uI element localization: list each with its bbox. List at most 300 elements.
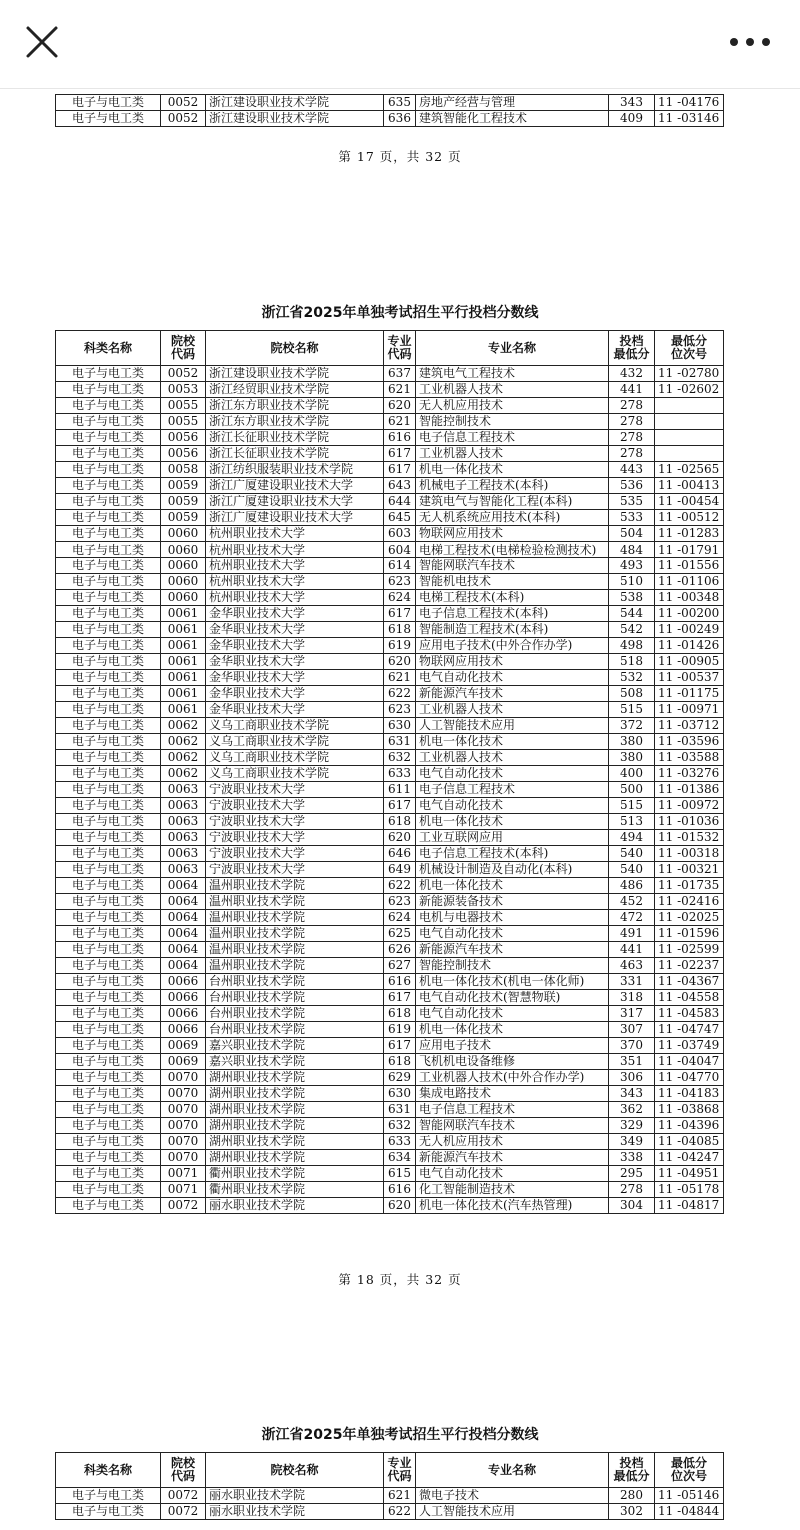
cell-category: 电子与电工类 <box>56 1118 161 1134</box>
cell-min-score: 370 <box>609 1038 655 1054</box>
cell-min-rank <box>655 430 724 446</box>
cell-category: 电子与电工类 <box>56 111 161 127</box>
cell-school-name: 金华职业技术大学 <box>206 670 384 686</box>
cell-category: 电子与电工类 <box>56 510 161 526</box>
cell-major-name: 电气自动化技术 <box>416 926 609 942</box>
cell-category: 电子与电工类 <box>56 430 161 446</box>
cell-min-score: 278 <box>609 414 655 430</box>
cell-category: 电子与电工类 <box>56 702 161 718</box>
cell-category: 电子与电工类 <box>56 654 161 670</box>
cell-min-score: 278 <box>609 430 655 446</box>
cell-school-code: 0063 <box>161 814 206 830</box>
cell-min-score: 535 <box>609 494 655 510</box>
cell-school-name: 衢州职业技术学院 <box>206 1182 384 1198</box>
cell-major-code: 632 <box>384 750 416 766</box>
page-title-18: 浙江省2025年单独考试招生平行投档分数线 <box>261 305 539 321</box>
cell-school-name: 丽水职业技术学院 <box>206 1504 384 1520</box>
cell-min-rank: 11 -00905 <box>655 654 724 670</box>
cell-major-code: 622 <box>384 878 416 894</box>
cell-major-name: 物联网应用技术 <box>416 654 609 670</box>
column-header-min-rank: 最低分 位次号 <box>655 331 724 366</box>
cell-school-name: 湖州职业技术学院 <box>206 1134 384 1150</box>
cell-major-name: 工业互联网应用 <box>416 830 609 846</box>
cell-major-name: 机械设计制造及自动化(本科) <box>416 862 609 878</box>
cell-category: 电子与电工类 <box>56 750 161 766</box>
table-row <box>56 1006 724 1022</box>
cell-school-name: 湖州职业技术学院 <box>206 1150 384 1166</box>
cell-min-rank: 11 -01283 <box>655 526 724 542</box>
cell-school-name: 嘉兴职业技术学院 <box>206 1038 384 1054</box>
table-row <box>56 766 724 782</box>
cell-school-code: 0063 <box>161 862 206 878</box>
table-row <box>56 1198 724 1214</box>
table-row <box>56 750 724 766</box>
column-header-major-code: 专业 代码 <box>384 331 416 366</box>
cell-min-rank <box>655 398 724 414</box>
cell-min-rank: 11 -05146 <box>655 1488 724 1504</box>
cell-min-rank: 11 -01532 <box>655 830 724 846</box>
cell-category: 电子与电工类 <box>56 1006 161 1022</box>
cell-major-code: 636 <box>384 111 416 127</box>
cell-school-code: 0063 <box>161 798 206 814</box>
cell-category: 电子与电工类 <box>56 942 161 958</box>
cell-min-score: 532 <box>609 670 655 686</box>
table-row <box>56 1054 724 1070</box>
cell-major-code: 646 <box>384 846 416 862</box>
cell-major-code: 623 <box>384 894 416 910</box>
cell-major-code: 625 <box>384 926 416 942</box>
table-row <box>56 574 724 590</box>
cell-school-code: 0064 <box>161 894 206 910</box>
cell-min-score: 432 <box>609 366 655 382</box>
cell-category: 电子与电工类 <box>56 462 161 478</box>
cell-school-code: 0062 <box>161 718 206 734</box>
cell-min-rank: 11 -04367 <box>655 974 724 990</box>
cell-school-name: 浙江长征职业技术学院 <box>206 430 384 446</box>
cell-category: 电子与电工类 <box>56 1134 161 1150</box>
cell-category: 电子与电工类 <box>56 382 161 398</box>
cell-school-name: 台州职业技术学院 <box>206 974 384 990</box>
cell-min-score: 493 <box>609 558 655 574</box>
table-row <box>56 894 724 910</box>
cell-school-code: 0064 <box>161 878 206 894</box>
cell-min-rank: 11 -00971 <box>655 702 724 718</box>
cell-major-name: 智能网联汽车技术 <box>416 1118 609 1134</box>
cell-min-rank: 11 -01556 <box>655 558 724 574</box>
cell-school-name: 义乌工商职业技术学院 <box>206 750 384 766</box>
cell-min-score: 463 <box>609 958 655 974</box>
table-row <box>56 1022 724 1038</box>
cell-school-code: 0070 <box>161 1086 206 1102</box>
cell-min-rank: 11 -04558 <box>655 990 724 1006</box>
cell-major-name: 机电一体化技术 <box>416 814 609 830</box>
cell-major-code: 623 <box>384 574 416 590</box>
cell-min-score: 380 <box>609 734 655 750</box>
cell-major-code: 626 <box>384 942 416 958</box>
cell-category: 电子与电工类 <box>56 478 161 494</box>
cell-category: 电子与电工类 <box>56 798 161 814</box>
cell-major-name: 机电一体化技术(汽车热管理) <box>416 1198 609 1214</box>
cell-min-rank: 11 -05178 <box>655 1182 724 1198</box>
cell-category: 电子与电工类 <box>56 1166 161 1182</box>
cell-school-name: 义乌工商职业技术学院 <box>206 734 384 750</box>
cell-major-code: 645 <box>384 510 416 526</box>
cell-min-score: 500 <box>609 782 655 798</box>
cell-major-name: 无人机应用技术 <box>416 398 609 414</box>
table-row <box>56 1070 724 1086</box>
table-row <box>56 366 724 382</box>
cell-school-name: 金华职业技术大学 <box>206 686 384 702</box>
cell-major-name: 机电一体化技术(机电一体化师) <box>416 974 609 990</box>
cell-school-code: 0052 <box>161 366 206 382</box>
cell-school-code: 0061 <box>161 702 206 718</box>
cell-school-name: 嘉兴职业技术学院 <box>206 1054 384 1070</box>
cell-major-code: 629 <box>384 1070 416 1086</box>
column-header-min-score: 投档 最低分 <box>609 1453 655 1488</box>
table-row <box>56 878 724 894</box>
cell-category: 电子与电工类 <box>56 1086 161 1102</box>
table-row <box>56 846 724 862</box>
table-row <box>56 1182 724 1198</box>
cell-min-score: 508 <box>609 686 655 702</box>
cell-major-code: 615 <box>384 1166 416 1182</box>
cell-major-name: 电子信息工程技术 <box>416 782 609 798</box>
cell-school-code: 0059 <box>161 494 206 510</box>
cell-major-name: 应用电子技术 <box>416 1038 609 1054</box>
cell-category: 电子与电工类 <box>56 782 161 798</box>
cell-category: 电子与电工类 <box>56 1504 161 1520</box>
cell-min-rank: 11 -04247 <box>655 1150 724 1166</box>
cell-school-code: 0070 <box>161 1150 206 1166</box>
cell-category: 电子与电工类 <box>56 910 161 926</box>
cell-min-rank: 11 -04747 <box>655 1022 724 1038</box>
cell-min-rank: 11 -03588 <box>655 750 724 766</box>
cell-school-name: 宁波职业技术大学 <box>206 782 384 798</box>
cell-min-score: 351 <box>609 1054 655 1070</box>
cell-major-name: 机电一体化技术 <box>416 462 609 478</box>
cell-major-code: 649 <box>384 862 416 878</box>
cell-major-code: 617 <box>384 990 416 1006</box>
cell-min-score: 441 <box>609 942 655 958</box>
cell-school-name: 台州职业技术学院 <box>206 1006 384 1022</box>
cell-category: 电子与电工类 <box>56 686 161 702</box>
table-row <box>56 686 724 702</box>
cell-min-rank: 11 -01036 <box>655 814 724 830</box>
score-table-page-17 <box>55 94 724 127</box>
cell-major-code: 616 <box>384 430 416 446</box>
cell-min-score: 536 <box>609 478 655 494</box>
cell-major-code: 618 <box>384 1006 416 1022</box>
score-table-page-19 <box>55 1452 724 1520</box>
cell-school-name: 温州职业技术学院 <box>206 878 384 894</box>
cell-major-code: 637 <box>384 366 416 382</box>
cell-min-rank: 11 -03146 <box>655 111 724 127</box>
cell-min-rank: 11 -03276 <box>655 766 724 782</box>
cell-min-score: 278 <box>609 1182 655 1198</box>
cell-major-name: 电气自动化技术 <box>416 798 609 814</box>
cell-major-name: 新能源汽车技术 <box>416 1150 609 1166</box>
cell-min-rank: 11 -04844 <box>655 1504 724 1520</box>
cell-min-score: 510 <box>609 574 655 590</box>
cell-school-name: 湖州职业技术学院 <box>206 1070 384 1086</box>
table-row <box>56 462 724 478</box>
column-header-school-code: 院校 代码 <box>161 331 206 366</box>
cell-school-code: 0071 <box>161 1182 206 1198</box>
cell-school-name: 丽水职业技术学院 <box>206 1488 384 1504</box>
cell-major-name: 机电一体化技术 <box>416 878 609 894</box>
table-row <box>56 1038 724 1054</box>
column-header-school-name: 院校名称 <box>206 331 384 366</box>
cell-min-score: 486 <box>609 878 655 894</box>
cell-major-name: 电机与电器技术 <box>416 910 609 926</box>
cell-school-name: 宁波职业技术大学 <box>206 814 384 830</box>
cell-major-code: 617 <box>384 798 416 814</box>
cell-school-name: 浙江广厦建设职业技术大学 <box>206 510 384 526</box>
cell-school-code: 0062 <box>161 734 206 750</box>
cell-school-name: 杭州职业技术大学 <box>206 526 384 542</box>
page-footer-17: 第 17 页，共 32 页 <box>338 149 462 164</box>
cell-school-code: 0066 <box>161 1006 206 1022</box>
cell-major-name: 物联网应用技术 <box>416 526 609 542</box>
cell-category: 电子与电工类 <box>56 734 161 750</box>
cell-min-rank: 11 -02780 <box>655 366 724 382</box>
cell-category: 电子与电工类 <box>56 958 161 974</box>
table-row <box>56 382 724 398</box>
table-row <box>56 510 724 526</box>
cell-major-name: 集成电路技术 <box>416 1086 609 1102</box>
table-row <box>56 830 724 846</box>
cell-school-code: 0070 <box>161 1102 206 1118</box>
cell-min-rank: 11 -02416 <box>655 894 724 910</box>
cell-major-code: 621 <box>384 414 416 430</box>
cell-school-code: 0060 <box>161 526 206 542</box>
table-row <box>56 606 724 622</box>
cell-min-rank: 11 -02237 <box>655 958 724 974</box>
table-row <box>56 654 724 670</box>
cell-major-name: 新能源汽车技术 <box>416 686 609 702</box>
cell-major-code: 623 <box>384 702 416 718</box>
table-row <box>56 111 724 127</box>
table-row <box>56 862 724 878</box>
table-row <box>56 1166 724 1182</box>
column-header-category: 科类名称 <box>56 331 161 366</box>
cell-category: 电子与电工类 <box>56 414 161 430</box>
cell-major-name: 电气自动化技术(智慧物联) <box>416 990 609 1006</box>
cell-category: 电子与电工类 <box>56 1102 161 1118</box>
cell-min-score: 362 <box>609 1102 655 1118</box>
cell-school-code: 0064 <box>161 958 206 974</box>
cell-min-score: 318 <box>609 990 655 1006</box>
cell-min-score: 343 <box>609 95 655 111</box>
cell-school-name: 浙江东方职业技术学院 <box>206 414 384 430</box>
cell-category: 电子与电工类 <box>56 622 161 638</box>
table-row <box>56 558 724 574</box>
cell-major-name: 飞机机电设备维修 <box>416 1054 609 1070</box>
table-row <box>56 1102 724 1118</box>
cell-school-name: 金华职业技术大学 <box>206 654 384 670</box>
cell-major-code: 627 <box>384 958 416 974</box>
cell-school-code: 0070 <box>161 1134 206 1150</box>
cell-min-score: 443 <box>609 462 655 478</box>
cell-category: 电子与电工类 <box>56 1070 161 1086</box>
cell-min-rank: 11 -03749 <box>655 1038 724 1054</box>
viewer-top-bar <box>0 0 800 89</box>
cell-category: 电子与电工类 <box>56 1038 161 1054</box>
cell-category: 电子与电工类 <box>56 894 161 910</box>
cell-school-name: 温州职业技术学院 <box>206 894 384 910</box>
cell-major-name: 建筑电气与智能化工程(本科) <box>416 494 609 510</box>
cell-category: 电子与电工类 <box>56 862 161 878</box>
close-button[interactable] <box>20 20 64 64</box>
cell-school-code: 0056 <box>161 446 206 462</box>
cell-school-code: 0070 <box>161 1070 206 1086</box>
cell-major-code: 633 <box>384 1134 416 1150</box>
cell-school-name: 温州职业技术学院 <box>206 926 384 942</box>
cell-min-score: 494 <box>609 830 655 846</box>
cell-min-rank: 11 -01386 <box>655 782 724 798</box>
cell-major-name: 电子信息工程技术(本科) <box>416 606 609 622</box>
cell-min-score: 472 <box>609 910 655 926</box>
cell-category: 电子与电工类 <box>56 366 161 382</box>
cell-min-rank: 11 -01106 <box>655 574 724 590</box>
cell-category: 电子与电工类 <box>56 638 161 654</box>
table-row <box>56 478 724 494</box>
cell-category: 电子与电工类 <box>56 974 161 990</box>
cell-min-rank: 11 -04951 <box>655 1166 724 1182</box>
cell-major-name: 工业机器人技术 <box>416 446 609 462</box>
cell-major-code: 631 <box>384 1102 416 1118</box>
cell-school-code: 0063 <box>161 846 206 862</box>
cell-school-code: 0066 <box>161 974 206 990</box>
column-header-min-rank: 最低分 位次号 <box>655 1453 724 1488</box>
cell-min-score: 302 <box>609 1504 655 1520</box>
table-row <box>56 734 724 750</box>
page-title-19: 浙江省2025年单独考试招生平行投档分数线 <box>261 1427 539 1443</box>
cell-category: 电子与电工类 <box>56 574 161 590</box>
cell-min-rank: 11 -04047 <box>655 1054 724 1070</box>
table-row <box>56 926 724 942</box>
cell-min-score: 484 <box>609 542 655 558</box>
cell-major-code: 621 <box>384 382 416 398</box>
cell-min-score: 491 <box>609 926 655 942</box>
cell-major-code: 630 <box>384 1086 416 1102</box>
table-row <box>56 718 724 734</box>
cell-school-name: 浙江经贸职业技术学院 <box>206 382 384 398</box>
cell-category: 电子与电工类 <box>56 542 161 558</box>
cell-major-name: 化工智能制造技术 <box>416 1182 609 1198</box>
cell-school-code: 0069 <box>161 1038 206 1054</box>
cell-category: 电子与电工类 <box>56 494 161 510</box>
cell-category: 电子与电工类 <box>56 718 161 734</box>
cell-category: 电子与电工类 <box>56 526 161 542</box>
cell-school-code: 0064 <box>161 942 206 958</box>
cell-major-name: 人工智能技术应用 <box>416 1504 609 1520</box>
cell-major-name: 新能源装备技术 <box>416 894 609 910</box>
cell-category: 电子与电工类 <box>56 926 161 942</box>
cell-min-rank: 11 -04085 <box>655 1134 724 1150</box>
cell-min-rank: 11 -03868 <box>655 1102 724 1118</box>
table-row <box>56 1504 724 1520</box>
cell-school-code: 0060 <box>161 574 206 590</box>
cell-school-code: 0069 <box>161 1054 206 1070</box>
table-row <box>56 1134 724 1150</box>
cell-major-name: 智能控制技术 <box>416 958 609 974</box>
cell-school-code: 0055 <box>161 414 206 430</box>
cell-major-name: 电气自动化技术 <box>416 1006 609 1022</box>
cell-category: 电子与电工类 <box>56 814 161 830</box>
cell-min-rank: 11 -00321 <box>655 862 724 878</box>
cell-category: 电子与电工类 <box>56 1198 161 1214</box>
cell-major-code: 604 <box>384 542 416 558</box>
table-row <box>56 702 724 718</box>
table-row <box>56 670 724 686</box>
cell-min-rank: 11 -04176 <box>655 95 724 111</box>
cell-min-rank: 11 -02602 <box>655 382 724 398</box>
cell-school-code: 0061 <box>161 638 206 654</box>
cell-major-name: 智能网联汽车技术 <box>416 558 609 574</box>
cell-min-rank: 11 -02565 <box>655 462 724 478</box>
cell-min-rank: 11 -03596 <box>655 734 724 750</box>
cell-major-code: 614 <box>384 558 416 574</box>
cell-school-name: 浙江建设职业技术学院 <box>206 366 384 382</box>
column-header-major-name: 专业名称 <box>416 1453 609 1488</box>
cell-major-code: 617 <box>384 606 416 622</box>
cell-major-name: 电子信息工程技术(本科) <box>416 846 609 862</box>
cell-min-score: 380 <box>609 750 655 766</box>
cell-min-rank: 11 -03712 <box>655 718 724 734</box>
cell-min-rank: 11 -04770 <box>655 1070 724 1086</box>
cell-major-code: 631 <box>384 734 416 750</box>
cell-category: 电子与电工类 <box>56 446 161 462</box>
cell-major-code: 618 <box>384 1054 416 1070</box>
close-icon <box>20 20 64 64</box>
cell-major-name: 电梯工程技术(电梯检验检测技术) <box>416 542 609 558</box>
cell-min-rank: 11 -01791 <box>655 542 724 558</box>
cell-major-name: 电子信息工程技术 <box>416 1102 609 1118</box>
cell-category: 电子与电工类 <box>56 830 161 846</box>
cell-min-score: 278 <box>609 398 655 414</box>
column-header-major-name: 专业名称 <box>416 331 609 366</box>
cell-min-score: 338 <box>609 1150 655 1166</box>
cell-school-name: 义乌工商职业技术学院 <box>206 718 384 734</box>
cell-min-rank: 11 -04817 <box>655 1198 724 1214</box>
cell-school-code: 0062 <box>161 750 206 766</box>
cell-min-rank: 11 -00348 <box>655 590 724 606</box>
cell-school-name: 湖州职业技术学院 <box>206 1102 384 1118</box>
cell-school-code: 0059 <box>161 510 206 526</box>
cell-school-code: 0071 <box>161 1166 206 1182</box>
cell-major-code: 630 <box>384 718 416 734</box>
cell-category: 电子与电工类 <box>56 398 161 414</box>
cell-major-code: 619 <box>384 1022 416 1038</box>
cell-category: 电子与电工类 <box>56 766 161 782</box>
cell-school-code: 0052 <box>161 95 206 111</box>
cell-school-name: 宁波职业技术大学 <box>206 830 384 846</box>
table-row <box>56 622 724 638</box>
cell-min-score: 515 <box>609 702 655 718</box>
cell-school-code: 0056 <box>161 430 206 446</box>
table-row <box>56 446 724 462</box>
column-header-major-code: 专业 代码 <box>384 1453 416 1488</box>
cell-school-code: 0061 <box>161 622 206 638</box>
table-row <box>56 494 724 510</box>
more-options-button[interactable] <box>726 28 774 56</box>
table-row <box>56 910 724 926</box>
cell-school-code: 0072 <box>161 1198 206 1214</box>
cell-min-score: 538 <box>609 590 655 606</box>
cell-min-rank: 11 -00249 <box>655 622 724 638</box>
score-table-page-18 <box>55 330 724 1214</box>
